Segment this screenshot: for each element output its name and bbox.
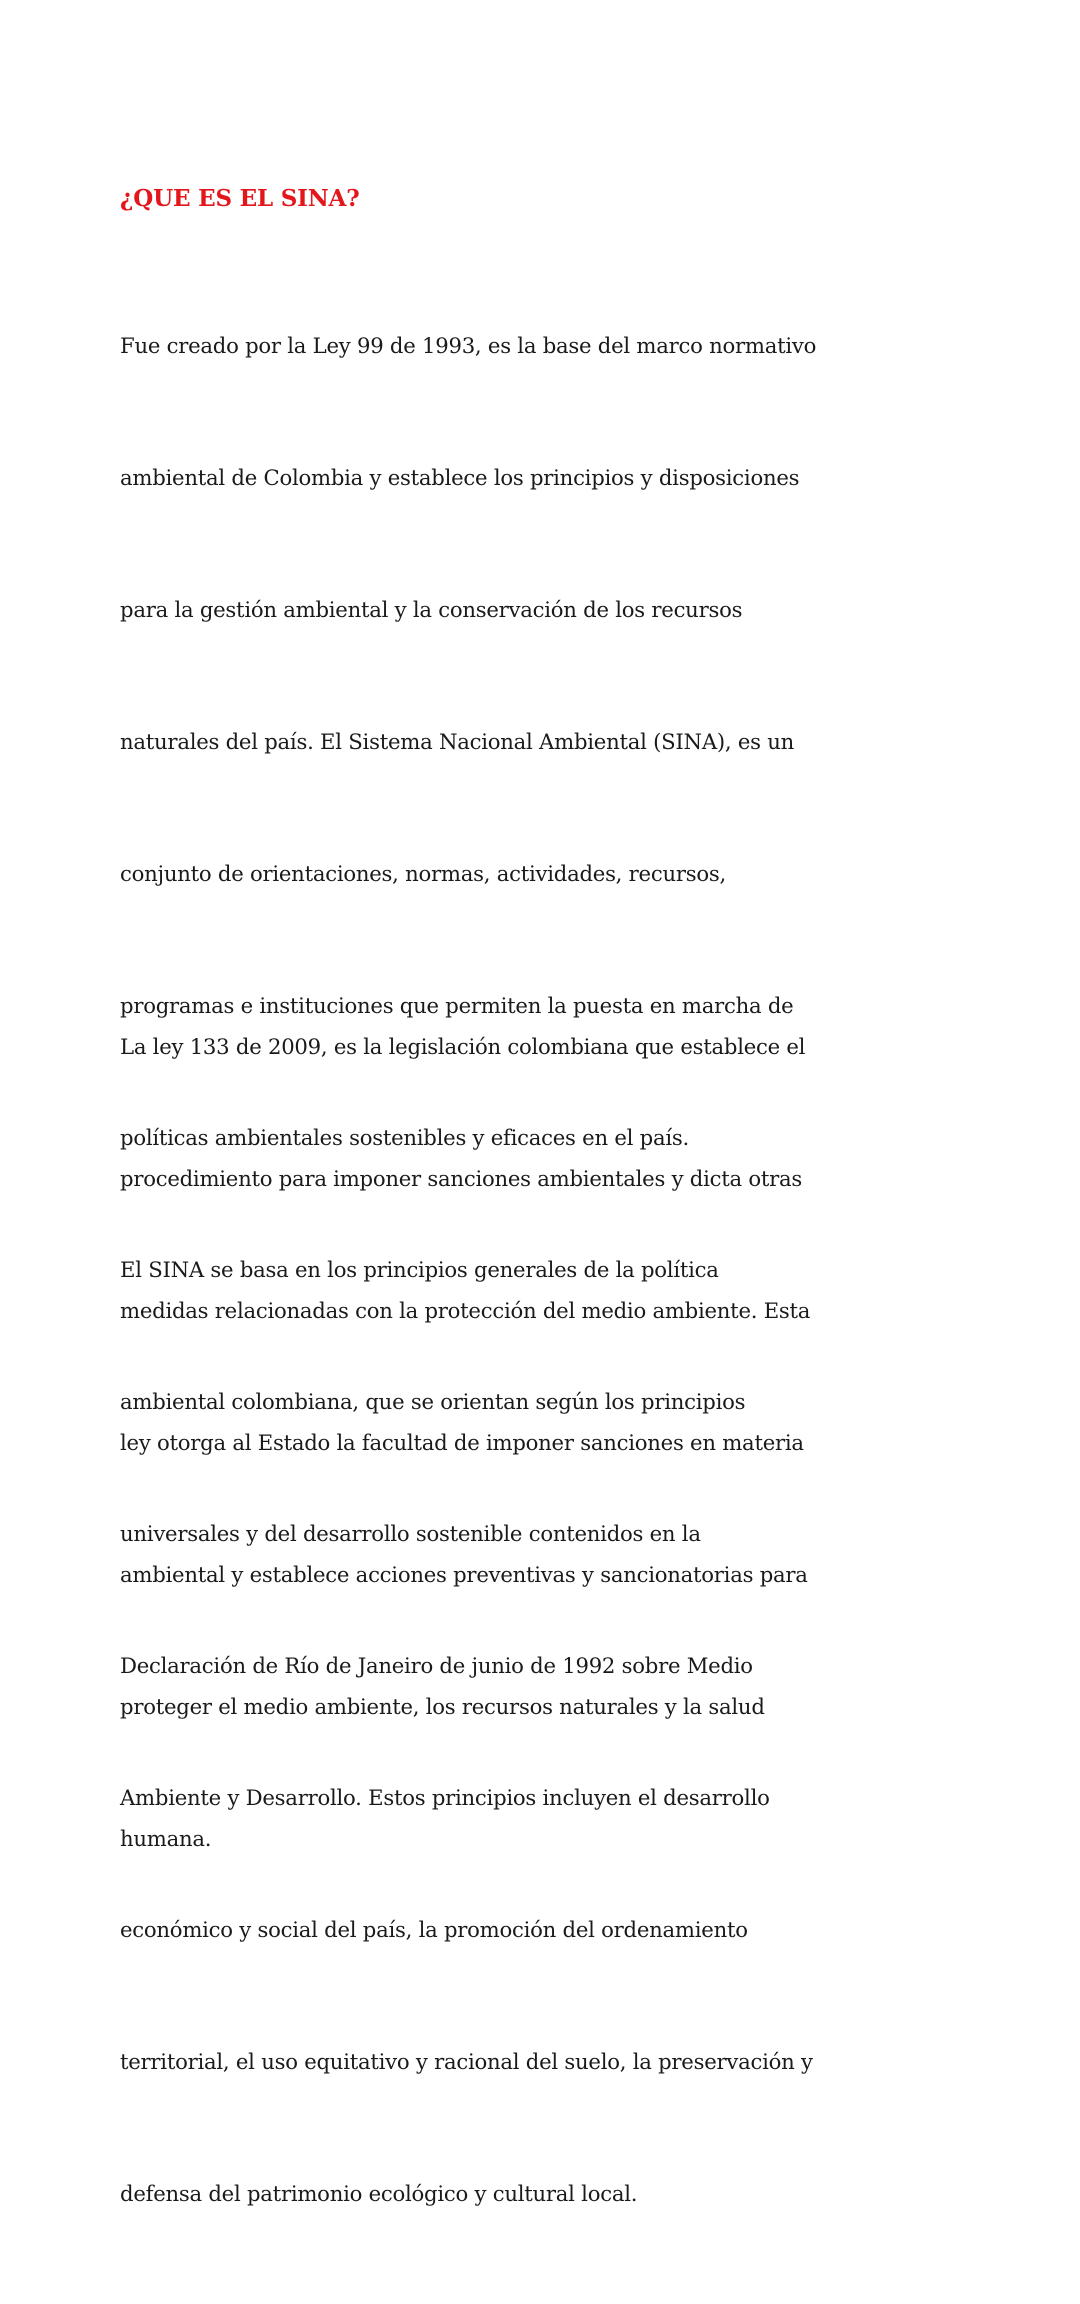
text-line: ambiental y establece acciones preventivas y sancionatorias para (120, 1562, 808, 1587)
text-line: Ambiente y Desarrollo. Estos principios incluyen el desarrollo (120, 1785, 770, 1810)
text-line: La ley 133 de 2009, es la legislación colombiana que establece el (120, 1034, 806, 1059)
text-line: medidas relacionadas con la protección del medio ambiente. Esta (120, 1298, 811, 1323)
text-line: políticas ambientales sostenibles y eficaces en el país. (120, 1125, 689, 1150)
text-line: programas e instituciones que permiten la puesta en marcha de (120, 993, 794, 1018)
text-line: territorial, el uso equitativo y racional del suelo, la preservación y (120, 2049, 813, 2074)
text-line: para la gestión ambiental y la conservación de los recursos (120, 597, 743, 622)
text-line: procedimiento para imponer sanciones ambientales y dicta otras (120, 1166, 803, 1191)
text-line: defensa del patrimonio ecológico y cultural local. (120, 2181, 638, 2206)
text-line: conjunto de orientaciones, normas, actividades, recursos, (120, 861, 726, 886)
text-line: El SINA se basa en los principios generales de la política (120, 1257, 719, 1282)
text-line: ambiental colombiana, que se orientan según los principios (120, 1389, 746, 1414)
text-line: económico y social del país, la promoción del ordenamiento (120, 1917, 748, 1942)
text-line: universales y del desarrollo sostenible contenidos en la (120, 1521, 701, 1546)
text-line: Declaración de Río de Janeiro de junio de 1992 sobre Medio (120, 1653, 753, 1678)
paragraph-ley-sanciones (120, 937, 810, 1949)
text-line: Fue creado por la Ley 99 de 1993, es la base del marco normativo (120, 333, 817, 358)
text-line: naturales del país. El Sistema Nacional Ambiental (SINA), es un (120, 729, 795, 754)
text-line: proteger el medio ambiente, los recursos naturales y la salud (120, 1694, 765, 1719)
text-line: ley otorga al Estado la facultad de imponer sanciones en materia (120, 1430, 804, 1455)
section-heading: ¿QUE ES EL SINA? (120, 185, 360, 212)
text-line: humana. (120, 1826, 212, 1851)
text-line: ambiental de Colombia y establece los principios y disposiciones (120, 465, 800, 490)
